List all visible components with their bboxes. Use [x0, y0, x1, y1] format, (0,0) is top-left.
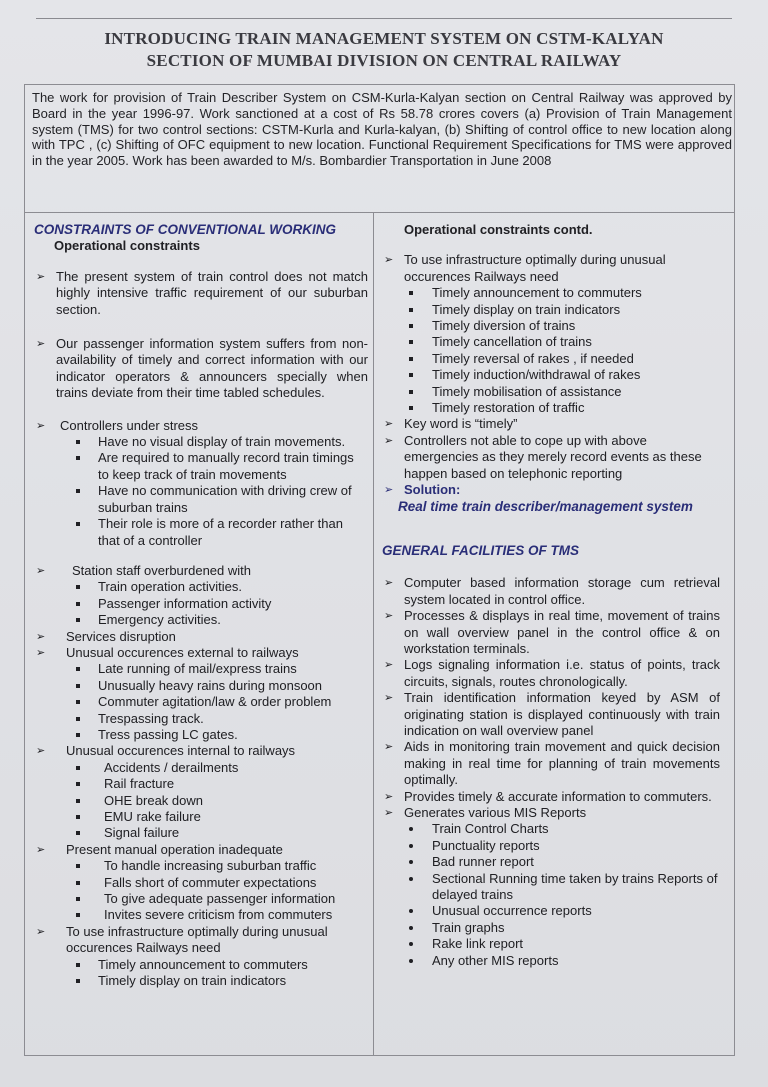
list-item: Falls short of commuter expectations: [34, 875, 368, 891]
facility-item: ➢ Computer based information storage cum retrieval system located in control office.: [382, 575, 720, 608]
list-item: Timely display on train indicators: [34, 973, 368, 989]
list-item: Commuter agitation/law & order problem: [34, 694, 368, 710]
controllers-stress: ➢ Controllers under stress: [34, 418, 368, 434]
list-item: Any other MIS reports: [382, 953, 720, 969]
list-item: Invites severe criticism from commuters: [34, 907, 368, 923]
list-item: To give adequate passenger information: [34, 891, 368, 907]
list-item: Train graphs: [382, 920, 720, 936]
list-item: Timely mobilisation of assistance: [382, 384, 720, 400]
facility-item: ➢ Processes & displays in real time, movement of trains on wall overview panel in the control office & on workstation terminals.: [382, 608, 720, 657]
infrastructure-need-contd: ➢ To use infrastructure optimally during unusual occurences Railways need: [382, 252, 720, 285]
list-item: Tress passing LC gates.: [34, 727, 368, 743]
list-item: EMU rake failure: [34, 809, 368, 825]
list-item: Their role is more of a recorder rather than that of a controller: [34, 516, 368, 549]
list-item: Accidents / derailments: [34, 760, 368, 776]
constraints-heading: CONSTRAINTS OF CONVENTIONAL WORKING: [34, 222, 336, 237]
list-item: OHE break down: [34, 793, 368, 809]
solution-text: Real time train describer/management system: [398, 498, 693, 514]
list-item: Punctuality reports: [382, 838, 720, 854]
intro-divider: [24, 212, 735, 213]
list-item: Bad runner report: [382, 854, 720, 870]
general-facilities-heading: GENERAL FACILITIES OF TMS: [382, 542, 580, 558]
station-staff: ➢ Station staff overburdened with: [34, 563, 368, 579]
list-item: Timely announcement to commuters: [382, 285, 720, 301]
list-item: Have no communication with driving crew of suburban trains: [34, 483, 368, 516]
solution-label: ➢ Solution:: [382, 482, 720, 498]
keyword-timely: ➢ Key word is “timely”: [382, 416, 720, 432]
facility-item: ➢ Logs signaling information i.e. status of points, track circuits, signals, routes chronologically.: [382, 657, 720, 690]
list-item: Timely reversal of rakes , if needed: [382, 351, 720, 367]
list-item: Sectional Running time taken by trains Reports of delayed trains: [382, 871, 720, 904]
mis-reports: ➢ Generates various MIS Reports: [382, 805, 720, 821]
constraint-traffic: ➢ The present system of train control does not match highly intensive traffic requirement of our suburban section.: [34, 269, 368, 318]
list-item: Rake link report: [382, 936, 720, 952]
list-item: Train operation activities.: [34, 579, 368, 595]
list-item: Train Control Charts: [382, 821, 720, 837]
top-rule: [36, 18, 732, 19]
list-item: Unusual occurrence reports: [382, 903, 720, 919]
list-item: Rail fracture: [34, 776, 368, 792]
facility-item: ➢ Aids in monitoring train movement and quick decision making in real time for planning of train movements optimally.: [382, 739, 720, 788]
list-item: Trespassing track.: [34, 711, 368, 727]
list-item: Timely display on train indicators: [382, 302, 720, 318]
intro-paragraph: The work for provision of Train Describer System on CSM-Kurla-Kalyan section on Central Railway was approved by Board in the year 1996-97. Work sanctioned at a cost of Rs 58.78 crores covers (a) Provision of Train Management system (TMS) for two control sections: CSTM-Kurla and Kurla-kalyan, (b) Shifting of control office to new location along with TPC , (c) Shifting of OFC equipment to new location. Functional Requirement Specifications for TMS were approved in the year 2005. Work has been awarded to M/s. Bombardier Transportation in June 2008: [32, 90, 732, 169]
facility-item: ➢ Train identification information keyed by ASM of originating station is displayed continuously with train indication on wall overview panel: [382, 690, 720, 739]
list-item: Timely announcement to commuters: [34, 957, 368, 973]
operational-constraints-heading: Operational constraints: [54, 238, 200, 254]
controllers-cope: ➢ Controllers not able to cope up with above emergencies as they merely record events as these happen based on telephonic reporting: [382, 433, 720, 482]
list-item: Passenger information activity: [34, 596, 368, 612]
list-item: Timely cancellation of trains: [382, 334, 720, 350]
external-occurences: ➢ Unusual occurences external to railways: [34, 645, 368, 661]
list-item: Have no visual display of train movements.: [34, 434, 368, 450]
list-item: Timely diversion of trains: [382, 318, 720, 334]
list-item: Late running of mail/express trains: [34, 661, 368, 677]
list-item: Unusually heavy rains during monsoon: [34, 678, 368, 694]
page-title: [24, 28, 744, 72]
services-disruption: ➢ Services disruption: [34, 629, 368, 645]
internal-occurences: ➢ Unusual occurences internal to railways: [34, 743, 368, 759]
title-line-1: INTRODUCING TRAIN MANAGEMENT SYSTEM ON CSTM-KALYAN: [104, 29, 664, 48]
manual-operation: ➢ Present manual operation inadequate: [34, 842, 368, 858]
list-item: To handle increasing suburban traffic: [34, 858, 368, 874]
list-item: Are required to manually record train timings to keep track of train movements: [34, 450, 368, 483]
operational-constraints-contd-heading: Operational constraints contd.: [404, 222, 593, 237]
list-item: Timely induction/withdrawal of rakes: [382, 367, 720, 383]
left-column: [34, 222, 368, 989]
constraint-passenger-info: ➢ Our passenger information system suffers from non-availability of timely and correct information with our indicator operators & announcers specially when trains deviate from their time tabled schedules.: [34, 336, 368, 402]
column-divider: [373, 212, 374, 1056]
title-line-2: SECTION OF MUMBAI DIVISION ON CENTRAL RAILWAY: [146, 51, 622, 70]
list-item: Timely restoration of traffic: [382, 400, 720, 416]
list-item: Signal failure: [34, 825, 368, 841]
right-column: [382, 222, 720, 969]
facility-item: ➢ Provides timely & accurate information to commuters.: [382, 789, 720, 805]
list-item: Emergency activities.: [34, 612, 368, 628]
infrastructure-need: ➢ To use infrastructure optimally during unusual occurences Railways need: [34, 924, 368, 957]
